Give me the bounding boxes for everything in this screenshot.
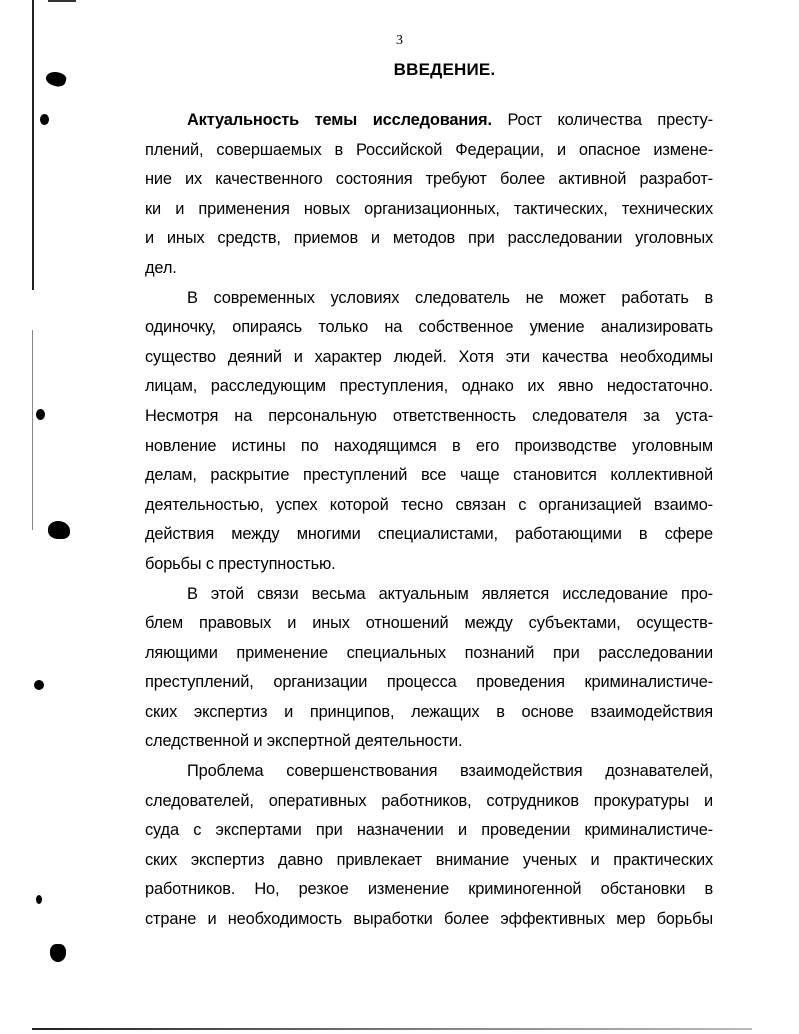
ink-blot-mark <box>50 944 66 962</box>
body-text <box>145 106 713 935</box>
text-line: работников. Но, резкое изменение криминогенной обстановки в <box>145 880 713 899</box>
text-line: ляющими применение специальных познаний при расследовании <box>145 643 713 662</box>
text-line: деятельностью, успех которой тесно связан с организацией взаимо- <box>145 495 713 514</box>
text-line: следственной и экспертной деятельности. <box>145 732 463 751</box>
text-line: дел. <box>145 258 177 277</box>
ink-dot-mark <box>34 680 44 690</box>
ink-dot-mark <box>36 895 42 904</box>
page-number: 3 <box>396 33 403 48</box>
text-line: Актуальность темы исследования. Рост количества престу- <box>187 111 713 129</box>
text-line: Несмотря на персональную ответственность следователя за уста- <box>145 406 713 425</box>
paragraph-lead: Актуальность темы исследования. <box>187 111 492 129</box>
ink-dot-mark <box>40 114 49 125</box>
ink-blot-mark <box>48 521 70 539</box>
paragraph <box>145 580 713 758</box>
text-line: новление истины по находящимся в его производстве уголовным <box>145 436 713 455</box>
text-line: В современных условиях следователь не может работать в <box>187 288 713 307</box>
text-line: преступлений, организации процесса проведения криминалистиче- <box>145 673 713 692</box>
paragraph <box>145 757 713 935</box>
text-line: ки и применения новых организационных, тактических, технических <box>145 199 713 218</box>
text-line: ских экспертиз давно привлекает внимание ученых и практических <box>145 850 713 869</box>
text-line: одиночку, опираясь только на собственное умение анализировать <box>145 318 713 337</box>
text-line: суда с экспертами при назначении и проведении криминалистиче- <box>145 821 713 840</box>
text-line: борьбы с преступностью. <box>145 554 336 573</box>
text-line: и иных средств, приемов и методов при расследовании уголовных <box>145 229 713 248</box>
text-line: В этой связи весьма актуальным является исследование про- <box>187 584 713 603</box>
text-line: блем правовых и иных отношений между субъектами, осуществ- <box>145 614 713 633</box>
text-line: действия между многими специалистами, работающими в сфере <box>145 525 713 544</box>
text-line: ние их качественного состояния требуют более активной разработ- <box>145 170 713 189</box>
text-line: следователей, оперативных работников, сотрудников прокуратуры и <box>145 791 713 810</box>
text-line: стране и необходимость выработки более эффективных мер борьбы <box>145 910 713 929</box>
paragraph <box>145 284 713 580</box>
ink-dot-mark <box>36 409 45 420</box>
text-line: лицам, расследующим преступления, однако их явно недостаточно. <box>145 377 713 396</box>
text-line: ских экспертиз и принципов, лежащих в основе взаимодействия <box>145 702 713 721</box>
scan-top-edge <box>48 0 76 2</box>
section-heading: ВВЕДЕНИЕ. <box>393 60 496 79</box>
text-line: Проблема совершенствования взаимодействия дознавателей, <box>187 762 713 781</box>
text-line: существо деяний и характер людей. Хотя эти качества необходимы <box>145 347 713 366</box>
scan-bottom-edge <box>32 1028 752 1030</box>
paragraph-relevance <box>145 106 713 284</box>
text-line: плений, совершаемых в Российской Федерации, и опасное измене- <box>145 140 713 159</box>
text-line: делам, раскрытие преступлений все чаще становится коллективной <box>145 466 713 485</box>
scan-binding-line-faint <box>32 330 33 530</box>
